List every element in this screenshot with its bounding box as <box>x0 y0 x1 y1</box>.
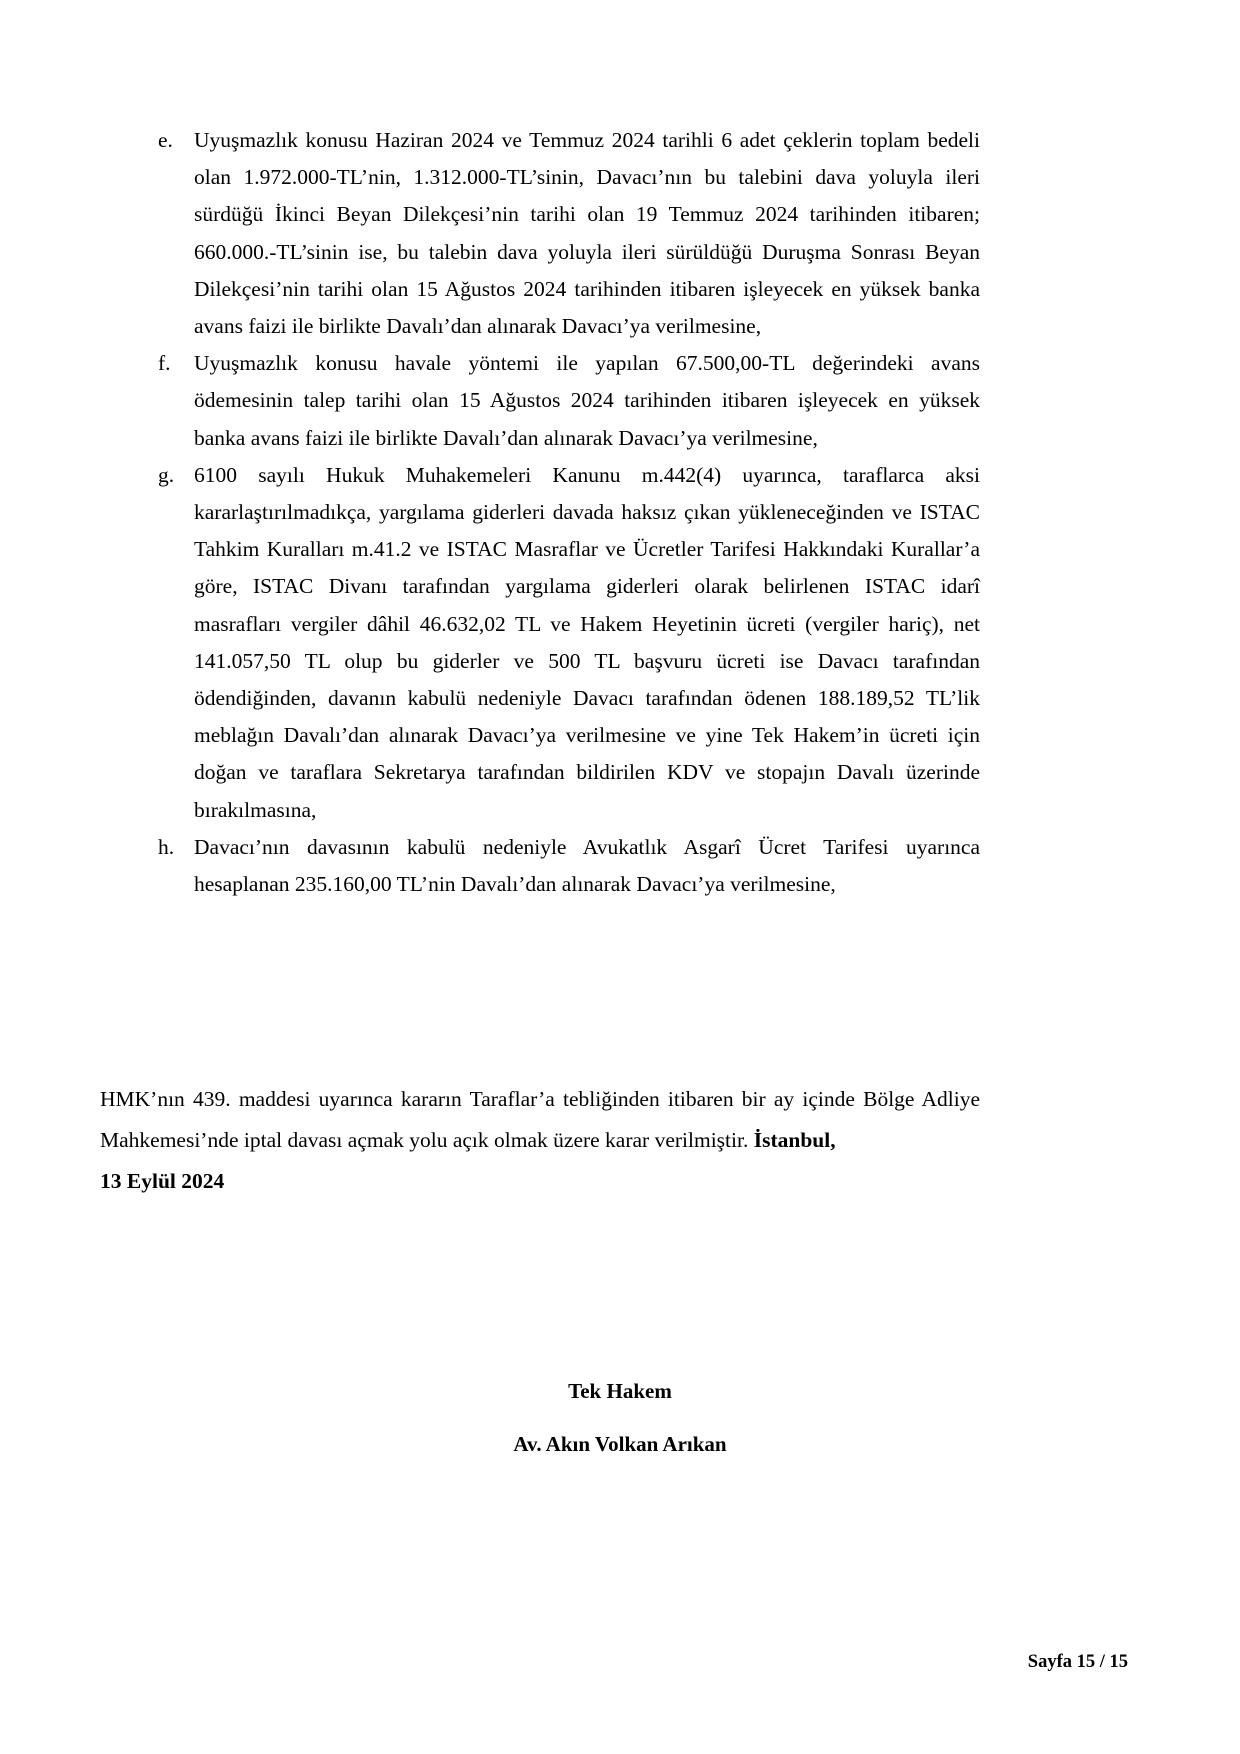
list-item-text-f: Uyuşmazlık konusu havale yöntemi ile yapılan 67.500,00-TL değerindeki avans ödemesinin talep tarihi olan 15 Ağustos 2024 tarihinden itibaren işleyecek en yüksek banka avans faizi ile birlikte Davalı’dan alınarak Davacı’ya verilmesine, <box>194 351 980 450</box>
list-item <box>150 829 980 903</box>
signature-name: Av. Akın Volkan Arıkan <box>513 1432 727 1456</box>
signature-role: Tek Hakem <box>568 1379 672 1403</box>
closing-paragraph-place: İstanbul, <box>753 1128 836 1152</box>
list-item <box>150 457 980 829</box>
closing-paragraph-body: HMK’nın 439. maddesi uyarınca kararın Taraflar’a tebliğinden itibaren bir ay içinde Bölge Adliye Mahkemesi’nde iptal davası açmak yolu açık olmak üzere karar verilmiştir. <box>100 1087 980 1152</box>
list-item <box>150 345 980 457</box>
list-item-marker-g: g. <box>158 462 175 487</box>
list-item-text-e: Uyuşmazlık konusu Haziran 2024 ve Temmuz 2024 tarihli 6 adet çeklerin toplam bedeli olan 1.972.000-TL’nin, 1.312.000-TL’sinin, Davacı’nın bu talebini dava yoluyla ileri sürdüğü İkinci Beyan Dilekçesi’nin tarihi olan 19 Temmuz 2024 tarihinden itibaren; 660.000.-TL’sinin ise, bu talebin dava yoluyla ileri sürüldüğü Duruşma Sonrası Beyan Dilekçesi’nin tarihi olan 15 Ağustos 2024 tarihinden itibaren işleyecek en yüksek banka avans faizi ile birlikte Davalı’dan alınarak Davacı’ya verilmesine, <box>194 128 980 339</box>
list-item-marker-h: h. <box>158 834 175 859</box>
list-item-marker-f: f. <box>158 351 171 376</box>
closing-paragraph-date: 13 Eylül 2024 <box>100 1169 225 1193</box>
list-item-text-g: 6100 sayılı Hukuk Muhakemeleri Kanunu m.442(4) uyarınca, taraflarca aksi kararlaştırılmadıkça, yargılama giderleri davada haksız çıkan yükleneceğinden ve ISTAC Tahkim Kuralları m.41.2 ve ISTAC Masraflar ve Ücretler Tarifesi Hakkındaki Kurallar’a göre, ISTAC Divanı tarafından yargılama giderleri olarak belirlenen ISTAC idarî masrafları vergiler dâhil 46.632,02 TL ve Hakem Heyetinin ücreti (vergiler hariç), net 141.057,50 TL olup bu giderler ve 500 TL başvuru ücreti ise Davacı tarafından ödendiğinden, davanın kabulü nedeniyle Davacı tarafından ödenen 188.189,52 TL’lik meblağın Davalı’dan alınarak Davacı’ya verilmesine ve yine Tek Hakem’in ücreti için doğan ve taraflara Sekretarya tarafından bildirilen KDV ve stopajın Davalı üzerinde bırakılmasına, <box>194 462 980 822</box>
page-footer-number: Sayfa 15 / 15 <box>1027 1652 1128 1672</box>
closing-paragraph <box>100 1079 980 1161</box>
list-item-marker-e: e. <box>158 128 173 152</box>
decision-list <box>150 122 980 903</box>
list-item <box>150 122 980 345</box>
list-item-text-h: Davacı’nın davasının kabulü nedeniyle Avukatlık Asgarî Ücret Tarifesi uyarınca hesaplanan 235.160,00 TL’nin Davalı’dan alınarak Davacı’ya verilmesine, <box>194 834 980 897</box>
